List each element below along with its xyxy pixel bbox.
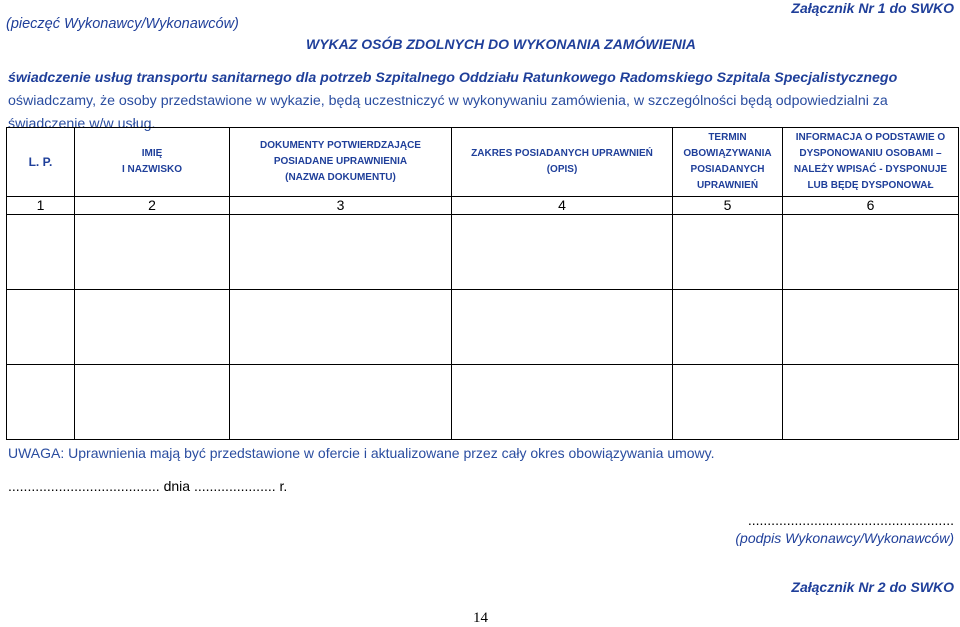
table-cell[interactable] [7,290,75,365]
column-number-row [7,197,959,215]
column-header-basis: INFORMACJA O PODSTAWIE O DYSPONOWANIU OSOBAMI – NALEŻY WPISAĆ - DYSPONUJE LUB BĘDĘ DYSPONOWAŁ [783,128,959,197]
signature-caption: (podpis Wykonawcy/Wykonawców) [735,530,954,546]
table-cell[interactable] [452,365,673,440]
table-row [7,290,959,365]
table-cell[interactable] [230,365,452,440]
table-cell[interactable] [673,215,783,290]
table-cell[interactable] [783,290,959,365]
page-number: 14 [473,610,488,626]
column-number: 5 [673,197,783,215]
column-number: 4 [452,197,673,215]
stamp-placeholder: (pieczęć Wykonawcy/Wykonawców) [6,16,239,32]
column-header-lp: L. P. [7,128,75,197]
table-cell[interactable] [452,215,673,290]
persons-table [6,127,959,440]
table-row [7,215,959,290]
statement-subject: świadczenie usług transportu sanitarnego dla potrzeb Szpitalnego Oddziału Ratunkowego Radomskiego Szpitala Specjalistycznego [8,70,898,86]
statement-text: oświadczamy, że osoby przedstawione w wykazie, będą uczestniczyć w wykonywaniu zamówienia, w szczególności będą odpowiedzialni za świadczenie w/w usług. [8,93,888,132]
place-date-line: ....................................... dnia ..................... r. [8,478,288,494]
column-number: 2 [75,197,230,215]
column-number: 1 [7,197,75,215]
table-cell[interactable] [673,365,783,440]
table-cell[interactable] [783,365,959,440]
table-cell[interactable] [7,365,75,440]
column-header-name: IMIĘ I NAZWISKO [75,128,230,197]
table-row [7,365,959,440]
table-cell[interactable] [230,215,452,290]
statement-paragraph [8,67,956,136]
annex-label: Załącznik Nr 1 do SWKO [791,0,954,16]
column-header-scope: ZAKRES POSIADANYCH UPRAWNIEŃ (OPIS) [452,128,673,197]
table-cell[interactable] [452,290,673,365]
table-cell[interactable] [230,290,452,365]
document-title: WYKAZ OSÓB ZDOLNYCH DO WYKONANIA ZAMÓWIENIA [306,36,696,52]
table-cell[interactable] [75,290,230,365]
table-cell[interactable] [783,215,959,290]
table-cell[interactable] [75,365,230,440]
table-cell[interactable] [75,215,230,290]
table-header-row [7,128,959,197]
table-cell[interactable] [673,290,783,365]
column-number: 6 [783,197,959,215]
table-cell[interactable] [7,215,75,290]
signature-dots: ..................................................... [747,512,954,528]
note-text: UWAGA: Uprawnienia mają być przedstawione w ofercie i aktualizowane przez cały okres obowiązywania umowy. [8,445,715,461]
column-number: 3 [230,197,452,215]
column-header-term: TERMIN OBOWIĄZYWANIA POSIADANYCH UPRAWNIEŃ [673,128,783,197]
column-header-documents: DOKUMENTY POTWIERDZAJĄCE POSIADANE UPRAWNIENIA (NAZWA DOKUMENTU) [230,128,452,197]
annex-2-label: Załącznik Nr 2 do SWKO [791,579,954,595]
